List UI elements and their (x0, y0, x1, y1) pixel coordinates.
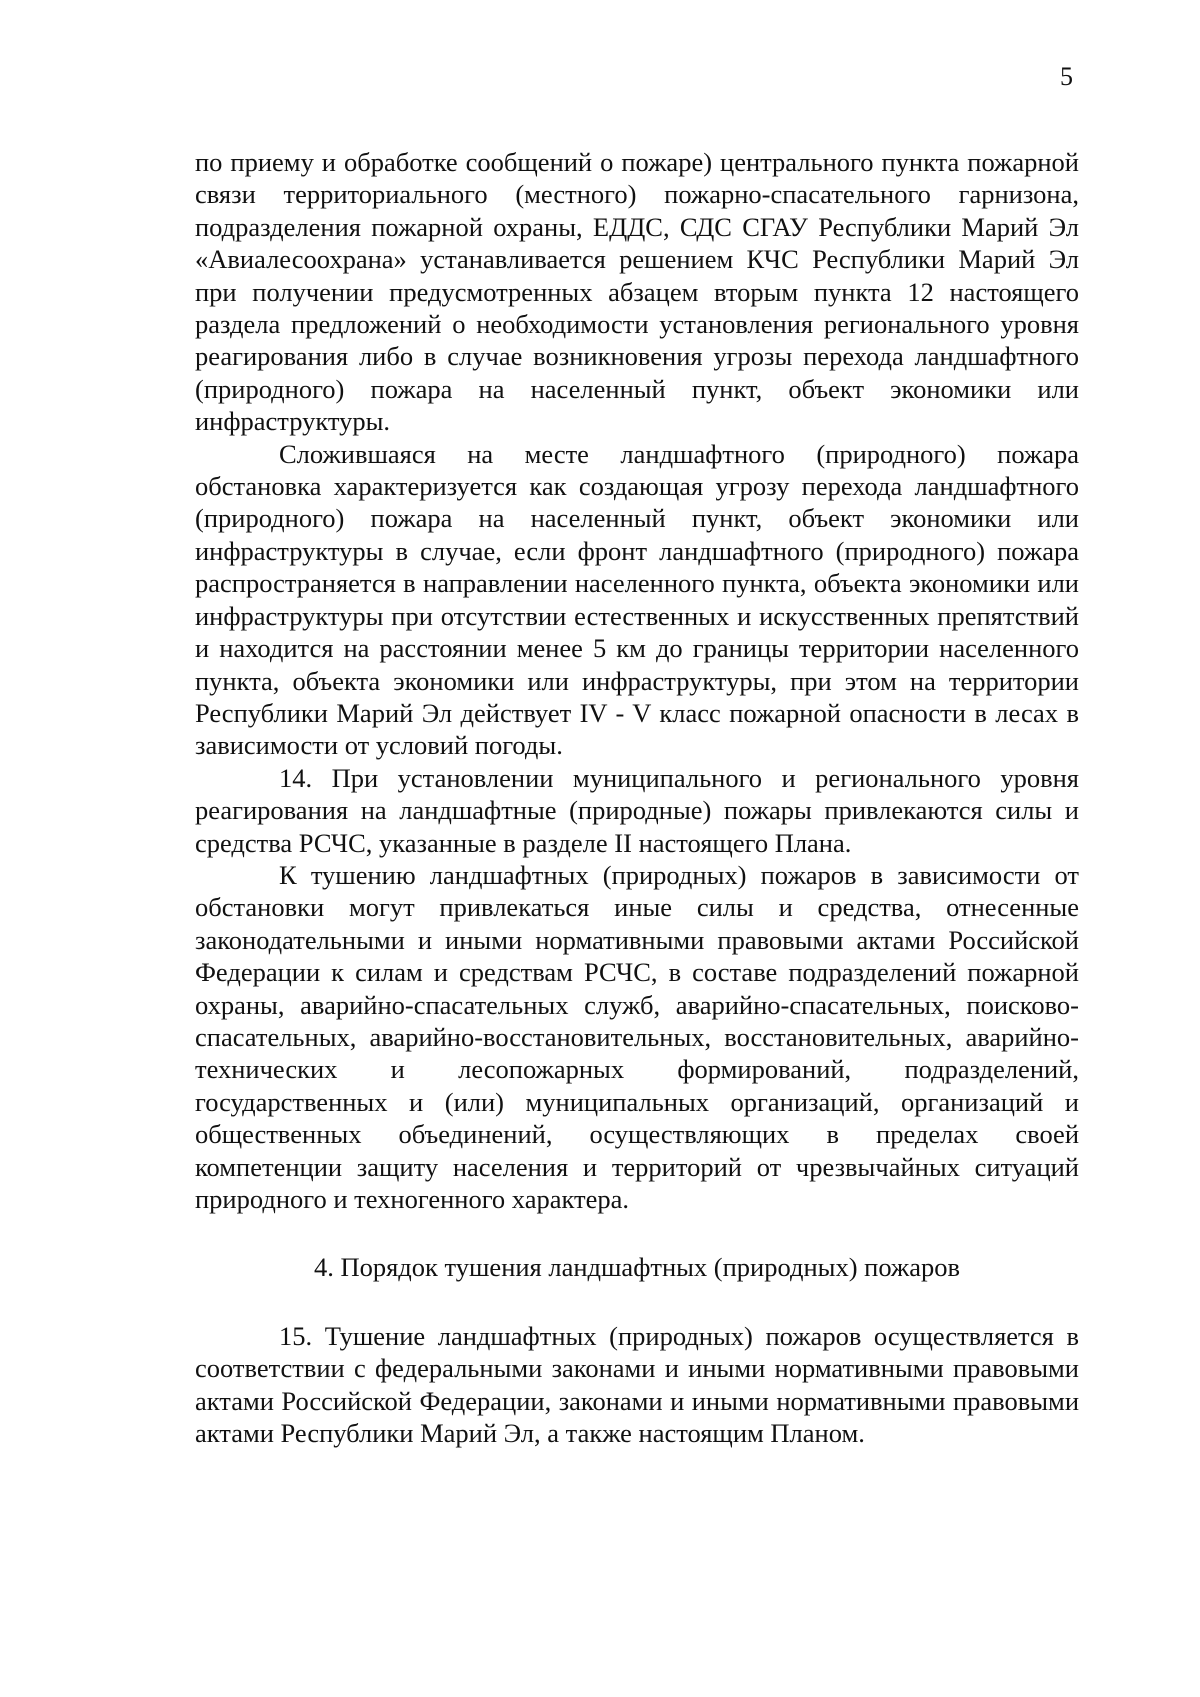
paragraph-item-14: 14. При установлении муниципального и регионального уровня реагирования на ландшафтные (природные) пожары привлекаются силы и средства РСЧС, указанные в разделе II настоящего Плана. (195, 762, 1079, 858)
document-body (195, 146, 1079, 1449)
paragraph-continuation: по приему и обработке сообщений о пожаре) центрального пункта пожарной связи территориального (местного) пожарно-спасательного гарнизона, подразделения пожарной охраны, ЕДДС, СДС СГАУ Республики Марий Эл «Авиалесоохрана» устанавливается решением КЧС Республики Марий Эл при получении предусмотренных абзацем вторым пункта 12 настоящего раздела предложений о необходимости установления регионального уровня реагирования либо в случае возникновения угрозы перехода ландшафтного (природного) пожара на населенный пункт, объект экономики или инфраструктуры. (195, 147, 1079, 437)
paragraph-threat-conditions: Сложившаяся на месте ландшафтного (природного) пожара обстановка характеризуется как создающая угрозу перехода ландшафтного (природного) пожара на населенный пункт, объект экономики или инфраструктуры в случае, если фронт ландшафтного (природного) пожара распространяется в направлении населенного пункта, объекта экономики или инфраструктуры при отсутствии естественных и искусственных препятствий и находится на расстоянии менее 5 км до границы территории населенного пункта, объекта экономики или инфраструктуры, при этом на территории Республики Марий Эл действует IV - V класс пожарной опасности в лесах в зависимости от условий погоды. (195, 438, 1079, 761)
section-heading: 4. Порядок тушения ландшафтных (природных) пожаров (313, 1252, 960, 1283)
page-number: 5 (1060, 62, 1073, 91)
paragraph-item-15: 15. Тушение ландшафтных (природных) пожаров осуществляется в соответствии с федеральными законами и иными нормативными правовыми актами Российской Федерации, законами и иными нормативными правовыми актами Республики Марий Эл, а также настоящим Планом. (195, 1320, 1079, 1449)
paragraph-other-forces: К тушению ландшафтных (природных) пожаров в зависимости от обстановки могут привлекаться иные силы и средства, отнесенные законодательными и иными нормативными правовыми актами Российской Федерации к силам и средствам РСЧС, в составе подразделений пожарной охраны, аварийно-спасательных служб, аварийно-спасательных, поисково-спасательных, аварийно-восстановительных, восстановительных, аварийно-технических и лесопожарных формирований, подразделений, государственных и (или) муниципальных организаций, организаций и общественных объединений, осуществляющих в пределах своей компетенции защиту населения и территорий от чрезвычайных ситуаций природного и техногенного характера. (195, 859, 1079, 1214)
